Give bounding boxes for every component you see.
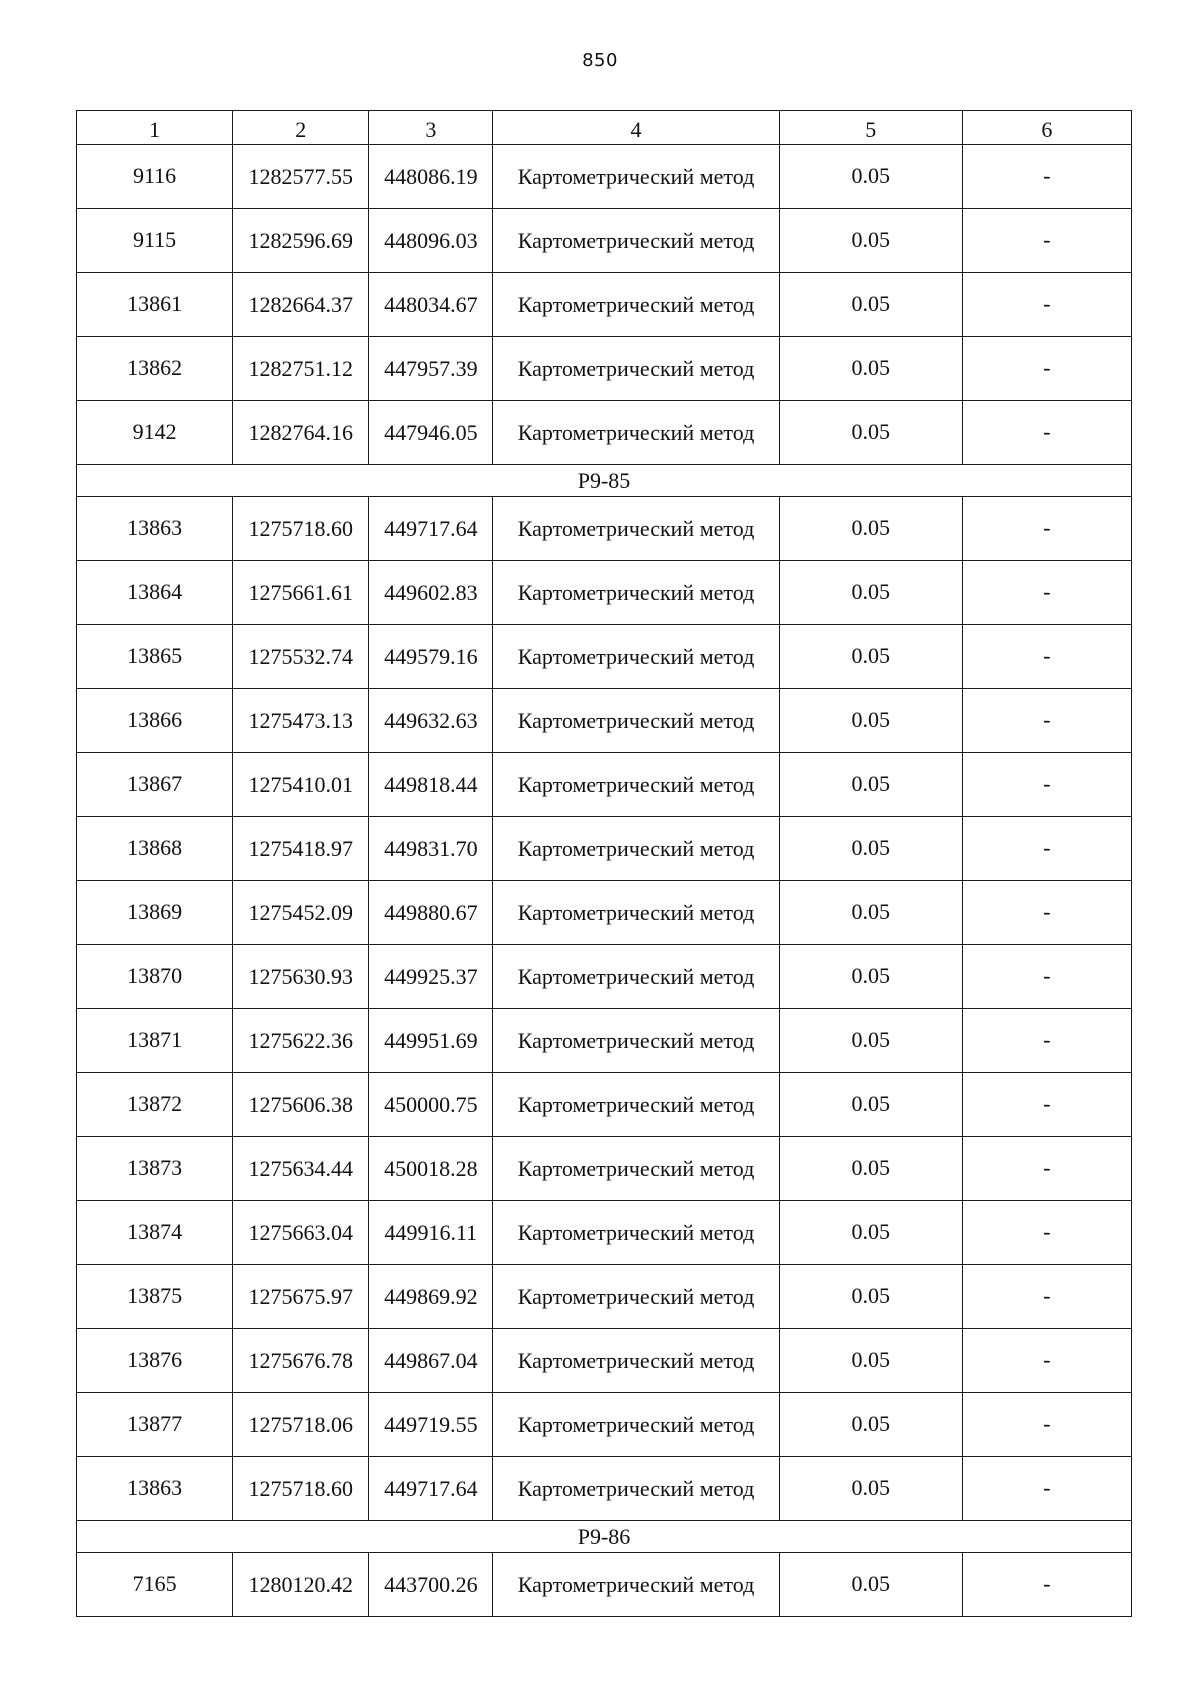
accuracy-cell: 0.05 <box>779 497 962 561</box>
table-row <box>77 1265 1132 1329</box>
y-coordinate-cell: 449925.37 <box>369 945 493 1009</box>
y-coordinate-cell: 449602.83 <box>369 561 493 625</box>
note-cell: - <box>962 1009 1131 1073</box>
point-number-cell: 13865 <box>77 625 233 689</box>
method-cell: Картометрический метод <box>493 1009 779 1073</box>
accuracy-cell: 0.05 <box>779 337 962 401</box>
x-coordinate-cell: 1275606.38 <box>233 1073 369 1137</box>
table-row <box>77 817 1132 881</box>
method-cell: Картометрический метод <box>493 401 779 465</box>
y-coordinate-cell: 449818.44 <box>369 753 493 817</box>
table-row <box>77 561 1132 625</box>
point-number-cell: 13872 <box>77 1073 233 1137</box>
table-row <box>77 881 1132 945</box>
x-coordinate-cell: 1275473.13 <box>233 689 369 753</box>
note-cell: - <box>962 145 1131 209</box>
accuracy-cell: 0.05 <box>779 1201 962 1265</box>
table-row <box>77 1073 1132 1137</box>
note-cell: - <box>962 753 1131 817</box>
point-number-cell: 7165 <box>77 1553 233 1617</box>
x-coordinate-cell: 1275410.01 <box>233 753 369 817</box>
y-coordinate-cell: 449880.67 <box>369 881 493 945</box>
x-coordinate-cell: 1275634.44 <box>233 1137 369 1201</box>
method-cell: Картометрический метод <box>493 689 779 753</box>
coordinates-table <box>76 110 1132 1617</box>
method-cell: Картометрический метод <box>493 817 779 881</box>
note-cell: - <box>962 1201 1131 1265</box>
table-row <box>77 1553 1132 1617</box>
column-header-1: 1 <box>77 111 233 145</box>
y-coordinate-cell: 449951.69 <box>369 1009 493 1073</box>
x-coordinate-cell: 1275718.60 <box>233 1457 369 1521</box>
accuracy-cell: 0.05 <box>779 1329 962 1393</box>
y-coordinate-cell: 449717.64 <box>369 497 493 561</box>
table-row <box>77 401 1132 465</box>
x-coordinate-cell: 1275675.97 <box>233 1265 369 1329</box>
accuracy-cell: 0.05 <box>779 817 962 881</box>
note-cell: - <box>962 1265 1131 1329</box>
note-cell: - <box>962 561 1131 625</box>
table-row <box>77 753 1132 817</box>
accuracy-cell: 0.05 <box>779 1553 962 1617</box>
section-header-row <box>77 1521 1132 1553</box>
method-cell: Картометрический метод <box>493 1553 779 1617</box>
method-cell: Картометрический метод <box>493 1329 779 1393</box>
y-coordinate-cell: 449869.92 <box>369 1265 493 1329</box>
x-coordinate-cell: 1275718.60 <box>233 497 369 561</box>
point-number-cell: 13877 <box>77 1393 233 1457</box>
point-number-cell: 13863 <box>77 1457 233 1521</box>
point-number-cell: 13874 <box>77 1201 233 1265</box>
x-coordinate-cell: 1282764.16 <box>233 401 369 465</box>
point-number-cell: 9115 <box>77 209 233 273</box>
section-label: Р9-86 <box>77 1521 1132 1553</box>
note-cell: - <box>962 273 1131 337</box>
x-coordinate-cell: 1282577.55 <box>233 145 369 209</box>
x-coordinate-cell: 1275661.61 <box>233 561 369 625</box>
y-coordinate-cell: 449867.04 <box>369 1329 493 1393</box>
table-row <box>77 1457 1132 1521</box>
accuracy-cell: 0.05 <box>779 689 962 753</box>
note-cell: - <box>962 1073 1131 1137</box>
y-coordinate-cell: 448034.67 <box>369 273 493 337</box>
x-coordinate-cell: 1282596.69 <box>233 209 369 273</box>
point-number-cell: 13869 <box>77 881 233 945</box>
table-row <box>77 625 1132 689</box>
x-coordinate-cell: 1275418.97 <box>233 817 369 881</box>
x-coordinate-cell: 1282664.37 <box>233 273 369 337</box>
accuracy-cell: 0.05 <box>779 1009 962 1073</box>
table-body <box>77 145 1132 1617</box>
accuracy-cell: 0.05 <box>779 625 962 689</box>
method-cell: Картометрический метод <box>493 209 779 273</box>
column-header-2: 2 <box>233 111 369 145</box>
accuracy-cell: 0.05 <box>779 753 962 817</box>
x-coordinate-cell: 1275452.09 <box>233 881 369 945</box>
table-row <box>77 689 1132 753</box>
x-coordinate-cell: 1282751.12 <box>233 337 369 401</box>
section-header-row <box>77 465 1132 497</box>
method-cell: Картометрический метод <box>493 1393 779 1457</box>
column-header-4: 4 <box>493 111 779 145</box>
accuracy-cell: 0.05 <box>779 1073 962 1137</box>
note-cell: - <box>962 817 1131 881</box>
x-coordinate-cell: 1280120.42 <box>233 1553 369 1617</box>
point-number-cell: 13866 <box>77 689 233 753</box>
point-number-cell: 13870 <box>77 945 233 1009</box>
point-number-cell: 13861 <box>77 273 233 337</box>
method-cell: Картометрический метод <box>493 1265 779 1329</box>
table-row <box>77 1201 1132 1265</box>
table-row <box>77 1393 1132 1457</box>
method-cell: Картометрический метод <box>493 273 779 337</box>
point-number-cell: 13875 <box>77 1265 233 1329</box>
note-cell: - <box>962 337 1131 401</box>
y-coordinate-cell: 443700.26 <box>369 1553 493 1617</box>
table-row <box>77 209 1132 273</box>
point-number-cell: 13862 <box>77 337 233 401</box>
note-cell: - <box>962 1457 1131 1521</box>
y-coordinate-cell: 450000.75 <box>369 1073 493 1137</box>
note-cell: - <box>962 1553 1131 1617</box>
point-number-cell: 9116 <box>77 145 233 209</box>
note-cell: - <box>962 209 1131 273</box>
accuracy-cell: 0.05 <box>779 1457 962 1521</box>
y-coordinate-cell: 449717.64 <box>369 1457 493 1521</box>
table-row <box>77 1329 1132 1393</box>
point-number-cell: 13867 <box>77 753 233 817</box>
accuracy-cell: 0.05 <box>779 1265 962 1329</box>
page-number: 850 <box>582 50 618 71</box>
y-coordinate-cell: 448086.19 <box>369 145 493 209</box>
y-coordinate-cell: 449719.55 <box>369 1393 493 1457</box>
y-coordinate-cell: 447946.05 <box>369 401 493 465</box>
note-cell: - <box>962 497 1131 561</box>
y-coordinate-cell: 449632.63 <box>369 689 493 753</box>
accuracy-cell: 0.05 <box>779 1137 962 1201</box>
note-cell: - <box>962 1137 1131 1201</box>
note-cell: - <box>962 881 1131 945</box>
method-cell: Картометрический метод <box>493 1073 779 1137</box>
note-cell: - <box>962 401 1131 465</box>
method-cell: Картометрический метод <box>493 1201 779 1265</box>
point-number-cell: 13873 <box>77 1137 233 1201</box>
table-row <box>77 497 1132 561</box>
y-coordinate-cell: 448096.03 <box>369 209 493 273</box>
note-cell: - <box>962 945 1131 1009</box>
method-cell: Картометрический метод <box>493 145 779 209</box>
accuracy-cell: 0.05 <box>779 401 962 465</box>
note-cell: - <box>962 1393 1131 1457</box>
point-number-cell: 13863 <box>77 497 233 561</box>
method-cell: Картометрический метод <box>493 625 779 689</box>
accuracy-cell: 0.05 <box>779 561 962 625</box>
table-row <box>77 1137 1132 1201</box>
x-coordinate-cell: 1275630.93 <box>233 945 369 1009</box>
column-header-6: 6 <box>962 111 1131 145</box>
accuracy-cell: 0.05 <box>779 881 962 945</box>
point-number-cell: 13868 <box>77 817 233 881</box>
note-cell: - <box>962 1329 1131 1393</box>
y-coordinate-cell: 447957.39 <box>369 337 493 401</box>
method-cell: Картометрический метод <box>493 945 779 1009</box>
accuracy-cell: 0.05 <box>779 145 962 209</box>
note-cell: - <box>962 689 1131 753</box>
accuracy-cell: 0.05 <box>779 209 962 273</box>
y-coordinate-cell: 450018.28 <box>369 1137 493 1201</box>
x-coordinate-cell: 1275676.78 <box>233 1329 369 1393</box>
column-header-3: 3 <box>369 111 493 145</box>
x-coordinate-cell: 1275718.06 <box>233 1393 369 1457</box>
column-header-5: 5 <box>779 111 962 145</box>
accuracy-cell: 0.05 <box>779 1393 962 1457</box>
table-row <box>77 273 1132 337</box>
section-label: Р9-85 <box>77 465 1132 497</box>
x-coordinate-cell: 1275622.36 <box>233 1009 369 1073</box>
y-coordinate-cell: 449831.70 <box>369 817 493 881</box>
point-number-cell: 13876 <box>77 1329 233 1393</box>
table-row <box>77 945 1132 1009</box>
method-cell: Картометрический метод <box>493 753 779 817</box>
method-cell: Картометрический метод <box>493 497 779 561</box>
table-row <box>77 337 1132 401</box>
method-cell: Картометрический метод <box>493 561 779 625</box>
method-cell: Картометрический метод <box>493 337 779 401</box>
x-coordinate-cell: 1275532.74 <box>233 625 369 689</box>
accuracy-cell: 0.05 <box>779 945 962 1009</box>
method-cell: Картометрический метод <box>493 1457 779 1521</box>
note-cell: - <box>962 625 1131 689</box>
point-number-cell: 13864 <box>77 561 233 625</box>
point-number-cell: 13871 <box>77 1009 233 1073</box>
table-header-row <box>77 111 1132 145</box>
table-row <box>77 145 1132 209</box>
table-row <box>77 1009 1132 1073</box>
accuracy-cell: 0.05 <box>779 273 962 337</box>
point-number-cell: 9142 <box>77 401 233 465</box>
method-cell: Картометрический метод <box>493 1137 779 1201</box>
y-coordinate-cell: 449579.16 <box>369 625 493 689</box>
x-coordinate-cell: 1275663.04 <box>233 1201 369 1265</box>
y-coordinate-cell: 449916.11 <box>369 1201 493 1265</box>
method-cell: Картометрический метод <box>493 881 779 945</box>
